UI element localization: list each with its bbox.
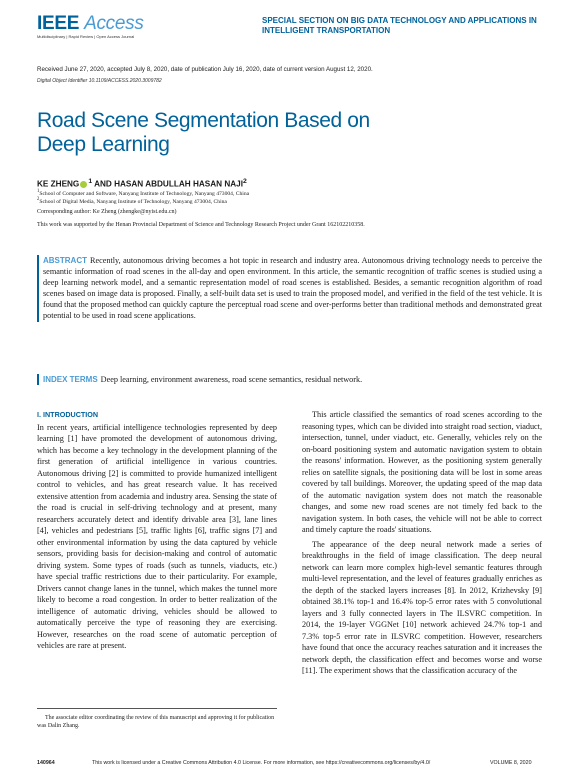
author-1: KE ZHENG bbox=[37, 179, 80, 189]
paper-title: Road Scene Segmentation Based on Deep Learning bbox=[37, 109, 370, 156]
index-terms-text: Deep learning, environment awareness, road scene semantics, residual network. bbox=[100, 375, 363, 384]
logo-access: Access bbox=[84, 13, 144, 34]
intro-paragraph-1: In recent years, artificial intelligence technologies represented by deep learning [1] have promoted the development of autonomous driving, which has become a key technology in the development planning of the first generation of artificial intelligence in various countries. Autonomous driving [2] is committed to provide humanized intelligent control to vehicles, and has great research value. It has received extensive attention from academia and industry area. Sensing the state of the road is crucial in self-driving technology and at present, many researchers accurately detect and identify drivable area [3], lane lines [4], vehicles and pedestrians [5], traffic lights [6], traffic signs [7] and other environmental information by using the data captured by vehicle sensors, providing basis for decision-making and control of automatic driving system. Some types of roads (such as tunnels, viaducts, etc.) have special traffic restrictions due to their particularity. For example, Drivers cannot change lanes in the tunnel, which makes the tunnel more likely to become a road congestion. In order to better realization of the intelligence of automatic driving, vehicles should be allowed to automatically perceive the type of reasoning they are exercising. However, researches on the road scene of automatic perception of vehicles are rare at present. bbox=[37, 422, 277, 650]
affil-2-text: School of Digital Media, Nanyang Institute of Technology, Nanyang 473004, China bbox=[39, 198, 227, 205]
journal-logo bbox=[37, 13, 144, 35]
logo-ieee: IEEE bbox=[37, 13, 80, 34]
index-rule bbox=[37, 374, 39, 385]
affiliation-2 bbox=[37, 196, 227, 206]
author-2-affil: 2 bbox=[243, 178, 247, 185]
abstract-block bbox=[37, 255, 542, 322]
corresponding-author: Corresponding author: Ke Zheng (zhengke@nyist.edu.cn) bbox=[37, 209, 177, 215]
intro-paragraph-3: The appearance of the deep neural network made a series of breakthroughs in the field of image classification. The deep neural network can learn more complex high-level semantic features through multi-level representation, and the level of features gradually enriches as the depth of the stacked layers increases [8]. In 2012, Krizhevsky [9] obtained 38.1% top-1 and 16.4% top-5 error rates with 5 convolutional layers and 3 fully connected layers in The ILSVRC competition. In 2014, the 19-layer VGGNet [10] network achieved 24.7% top-1 and 7.3% top-5 error rate in ILSVRC competition. However, researchers have found that once the accuracy reaches saturation and it increases the network depth, the classification effect and becomes worse and worse [11]. The experiment shows that the classification accuracy of the bbox=[302, 539, 542, 675]
index-terms-block bbox=[37, 374, 542, 385]
column-left bbox=[37, 409, 277, 652]
funding-note: This work was supported by the Henan Provincial Department of Science and Technology Research Project under Grant 162102210358. bbox=[37, 222, 365, 228]
section-heading-introduction: I. INTRODUCTION bbox=[37, 410, 99, 419]
intro-paragraph-2: This article classified the semantics of road scenes according to the reasoning types, which can be divided into straight road section, viaduct, intersection, tunnel, under viaduct, etc. Generally, vehicles rely on the on-board positioning system and automatic navigation system to obtain the reasons' information. However, as the positioning system generally relies on satellite signals, the positioning data will be lost in some areas covered by tall buildings. Moreover, the updating speed of the map data of the automatic navigation system does not match the reasonable changes, and some new road scenes are not timely fed back to the navigation system. In both cases, the vehicle will not be able to correct and timely capture the roads' situations. bbox=[302, 410, 542, 534]
affil-1-text: School of Computer and Software, Nanyang Institute of Technology, Nanyang 473004, China bbox=[39, 190, 250, 197]
column-right bbox=[302, 409, 542, 677]
abstract-label: ABSTRACT bbox=[43, 256, 87, 265]
doi: Digital Object Identifier 10.1109/ACCESS.2020.3009782 bbox=[37, 78, 162, 84]
author-2: AND HASAN ABDULLAH HASAN NAJI bbox=[92, 179, 243, 189]
affil-1-num: 1 bbox=[37, 189, 40, 194]
special-section-title: SPECIAL SECTION ON BIG DATA TECHNOLOGY AND APPLICATIONS IN INTELLIGENT TRANSPORTATION bbox=[262, 16, 537, 35]
footnote-rule bbox=[37, 708, 277, 709]
affil-2-num: 2 bbox=[37, 197, 40, 202]
abstract-rule bbox=[37, 255, 39, 322]
publication-dates: Received June 27, 2020, accepted July 8, 2020, date of publication July 16, 2020, date of current version August 12, 2020. bbox=[37, 66, 373, 73]
page-number: 140964 bbox=[37, 760, 55, 766]
index-terms-label: INDEX TERMS bbox=[43, 375, 98, 384]
logo-tagline: Multidisciplinary | Rapid Review | Open Access Journal bbox=[37, 34, 135, 39]
license-note: This work is licensed under a Creative Commons Attribution 4.0 License. For more information, see https://creativecommons.org/licenses/by/4.0/ bbox=[92, 760, 431, 766]
volume-label: VOLUME 8, 2020 bbox=[490, 760, 532, 766]
abstract-text: Recently, autonomous driving becomes a hot topic in research and industry area. Autonomous driving technology needs to perceive the semantic information of road scenes in the all-day and open environment. In this article, the semantic recognition of traffic scenes is studied using a deep learning network model, and a semantic representation model of road scenes is established. Besides, a semantic recognition algorithm of road scenes based on image data is proposed. Finally, a self-built data set is used to train the proposed model, and verified in the field of the test vehicle. It is found that the proposed method can quickly capture the perceptual road scene and over-performs better than traditional methods and demonstrated great potential to be used in road scene applications. bbox=[43, 256, 542, 321]
editor-footnote: The associate editor coordinating the review of this manuscript and approving it for publication was Dalin Zhang. bbox=[37, 715, 275, 729]
author-1-affil: 1 bbox=[88, 178, 93, 185]
orcid-icon[interactable] bbox=[80, 181, 87, 188]
